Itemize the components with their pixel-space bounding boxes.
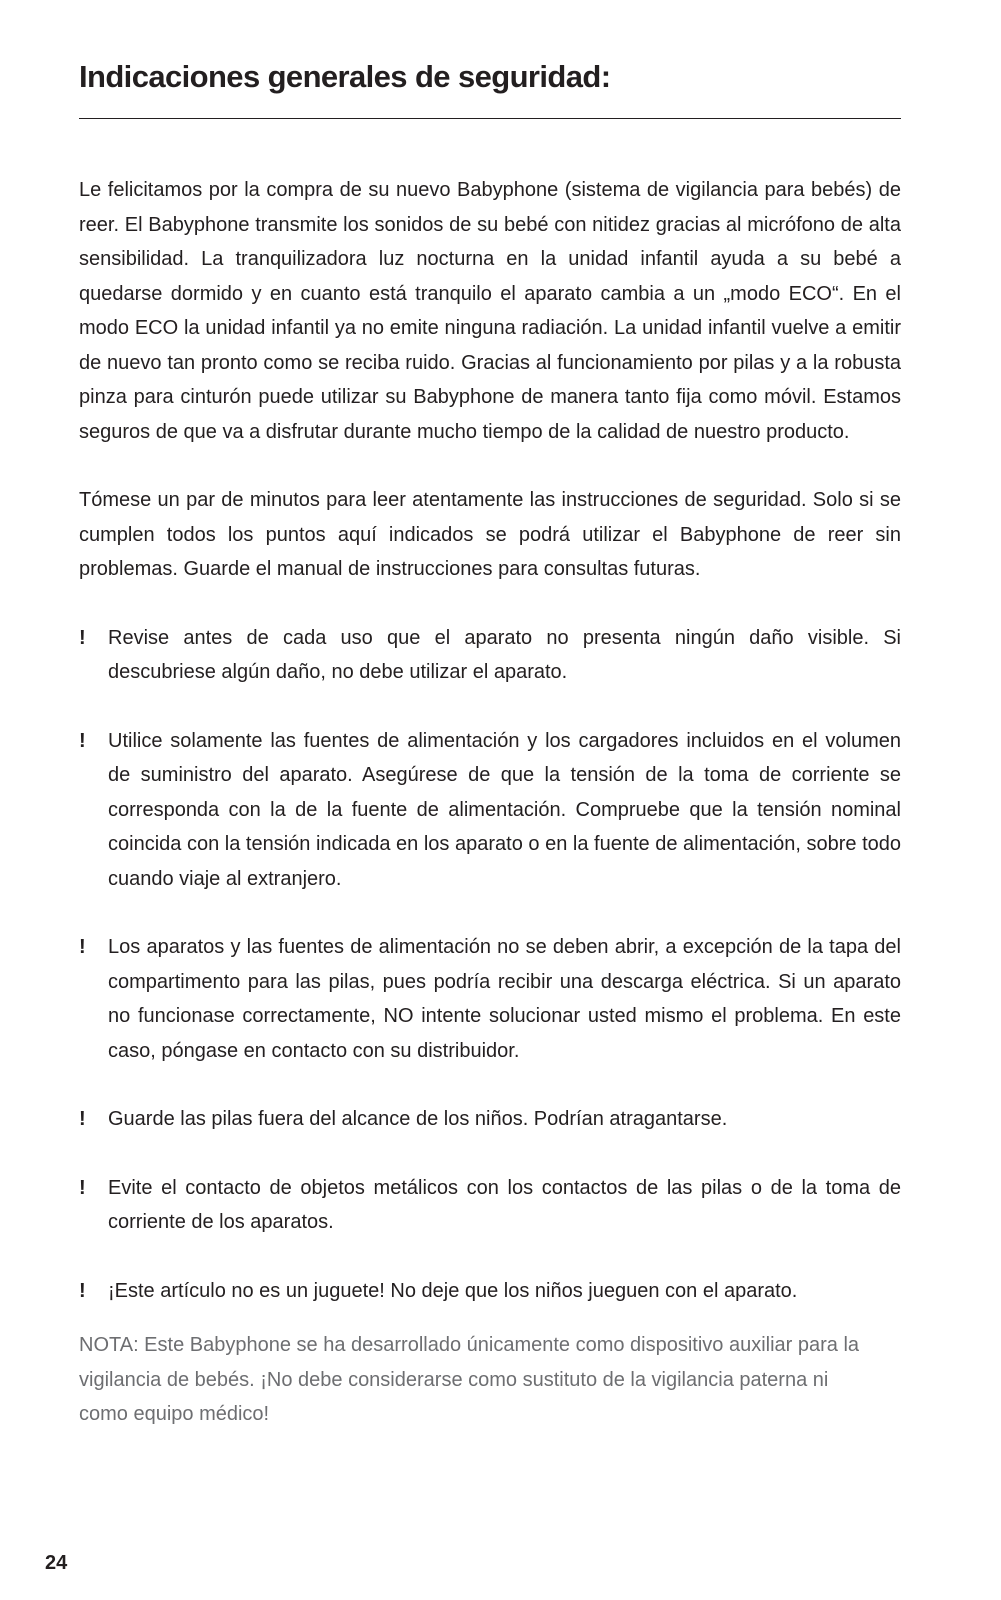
page-title: Indicaciones generales de seguridad: bbox=[79, 59, 611, 94]
warning-item bbox=[79, 1171, 901, 1240]
intro-paragraph: Le felicitamos por la compra de su nuevo Babyphone (sistema de vigilancia para bebés) de reer. El Babyphone transmite los sonidos de su bebé con nitidez gracias al micrófono de alta sensibilidad. La tranquilizadora luz nocturna en la unidad infantil ayuda a su bebé a quedarse dormido y en cuanto está tranquilo el aparato cambia a un „modo ECO“. En el modo ECO la unidad infantil ya no emite ninguna radiación. La unidad infantil vuelve a emitir de nuevo tan pronto como se reciba ruido. Gracias al funcionamiento por pilas y a la robusta pinza para cinturón puede utilizar su Babyphone de manera tanto fija como móvil. Estamos seguros de que va a disfrutar durante mucho tiempo de la calidad de nuestro producto. bbox=[79, 179, 901, 443]
warning-item bbox=[79, 724, 901, 897]
warning-item bbox=[79, 621, 901, 690]
exclamation-icon: ! bbox=[79, 1279, 86, 1302]
exclamation-icon: ! bbox=[79, 1176, 86, 1199]
warning-text: Utilice solamente las fuentes de alimentación y los cargadores incluidos en el volumen de suministro del aparato. Asegúrese de que la tensión de la toma de corriente se corresponda con la de la fuente de alimentación. Compruebe que la tensión nominal coincida con la tensión indicada en los aparato o en la fuente de alimentación, sobre todo cuando viaje al extranjero. bbox=[108, 729, 901, 890]
page-number: 24 bbox=[45, 1552, 68, 1574]
warning-text: Revise antes de cada uso que el aparato no presenta ningún daño visible. Si descubriese algún daño, no debe utilizar el aparato. bbox=[108, 626, 901, 683]
exclamation-icon: ! bbox=[79, 729, 86, 752]
note-paragraph: NOTA: Este Babyphone se ha desarrollado únicamente como dispositivo auxiliar para la vigilancia de bebés. ¡No debe considerarse como sustituto de la vigilancia paterna ni como equipo médico! bbox=[79, 1334, 860, 1425]
warning-text: Guarde las pilas fuera del alcance de los niños. Podrían atragantarse. bbox=[108, 1108, 728, 1130]
instructions-paragraph: Tómese un par de minutos para leer atentamente las instrucciones de seguridad. Solo si se cumplen todos los puntos aquí indicados se podrá utilizar el Babyphone de reer sin problemas. Guarde el manual de instrucciones para consultas futuras. bbox=[79, 489, 901, 580]
warning-item bbox=[79, 930, 901, 1068]
exclamation-icon: ! bbox=[79, 1108, 86, 1130]
warning-item bbox=[79, 1102, 901, 1137]
exclamation-icon: ! bbox=[79, 936, 86, 958]
warning-item bbox=[79, 1274, 901, 1309]
warning-text: ¡Este artículo no es un juguete! No deje que los niños jueguen con el aparato. bbox=[108, 1279, 798, 1302]
safety-warnings-list bbox=[79, 621, 901, 1309]
exclamation-icon: ! bbox=[79, 626, 86, 649]
warning-text: Los aparatos y las fuentes de alimentación no se deben abrir, a excepción de la tapa del compartimento para las pilas, pues podría recibir una descarga eléctrica. Si un aparato no funcionase correctamente, NO intente solucionar usted mismo el problema. En este caso, póngase en contacto con su distribuidor. bbox=[108, 936, 901, 1062]
title-divider bbox=[79, 118, 901, 119]
warning-text: Evite el contacto de objetos metálicos con los contactos de las pilas o de la toma de corriente de los aparatos. bbox=[108, 1176, 901, 1233]
document-body bbox=[79, 173, 901, 1432]
